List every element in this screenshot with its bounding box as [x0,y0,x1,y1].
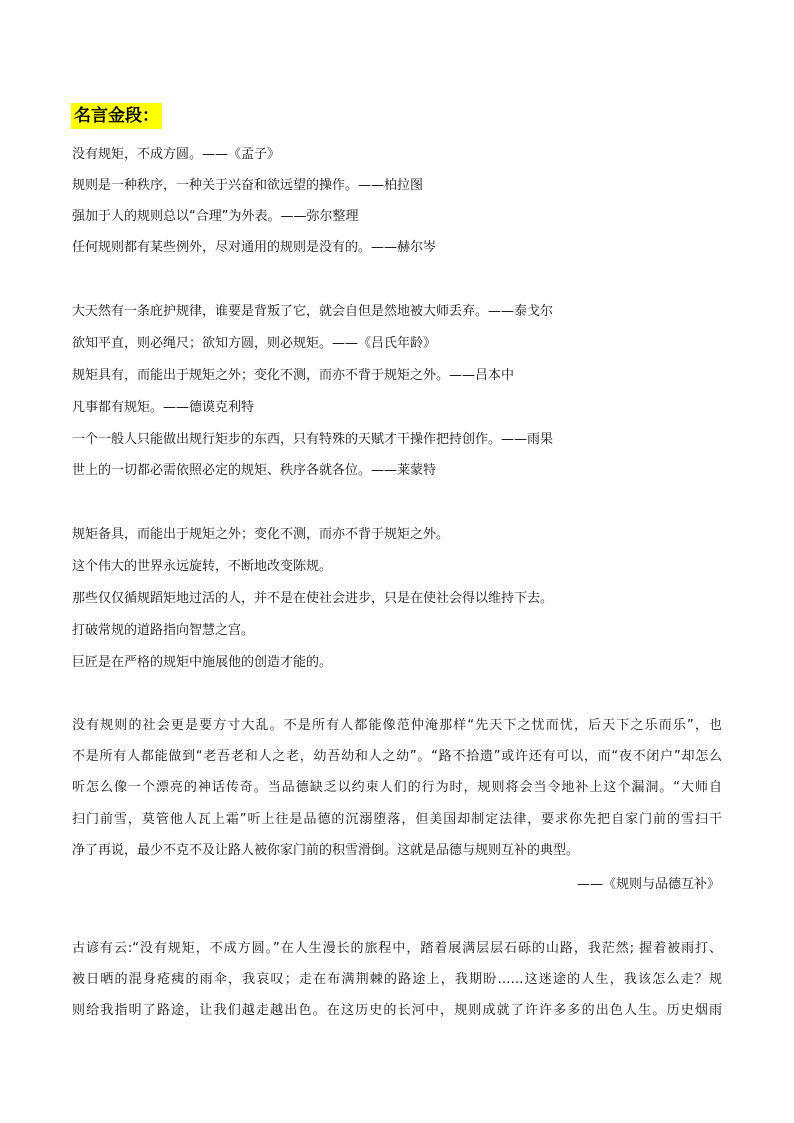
paragraph-line: 听怎么像一个漂亮的神话传奇。当品德缺乏以约束人们的行为时，规则将会当令地补上这个漏洞。“大师自 [72,780,722,796]
quote-line: 大天然有一条庇护规律，谁要是背叛了它，就会自但是然地被大师丢弃。——泰戈尔 [72,304,554,319]
quote-line: 一个一般人只能做出规行矩步的东西，只有特殊的天赋才干操作把持创作。——雨果 [72,432,554,447]
quote-line: 巨匠是在严格的规矩中施展他的创造才能的。 [72,655,333,670]
quote-line: 打破常规的道路指向智慧之宫。 [72,623,255,638]
paragraph-line: 则给我指明了路途，让我们越走越出色。在这历史的长河中，规则成就了许许多多的出色人生。历史烟雨 [72,1003,722,1019]
paragraph-line: 扫门前雪，莫管他人瓦上霜”听上往是品德的沉溺堕落，但美国却制定法律，要求你先把自家门前的雪扫干 [72,811,722,827]
paragraph-line: 被日晒的混身疮痍的雨伞，我哀叹；走在布满荆棘的路途上，我期盼……这迷途的人生，我该怎么走？规 [72,972,722,988]
essay-paragraph [72,933,722,1027]
paragraph-line: 不是所有人都能做到“老吾老和人之老，幼吾幼和人之幼”。“路不拾遗”或许还有可以，而“夜不闭户”却怎么 [72,749,722,765]
essay-paragraph [72,710,722,866]
quote-line: 强加于人的规则总以“合理”为外表。——弥尔整理 [72,209,359,224]
paragraph-line: 没有规则的社会更是要方寸大乱。不是所有人都能像范仲淹那样“先天下之忧而忧，后天下之乐而乐”，也 [72,718,722,733]
quote-line: 规则是一种秩序，一种关于兴奋和欲远望的操作。——柏拉图 [72,178,424,193]
quote-line: 那些仅仅循规蹈矩地过活的人，并不是在使社会进步，只是在使社会得以维持下去。 [72,591,554,606]
quote-line: 没有规矩，不成方圆。——《孟子》 [72,147,281,162]
quote-line: 欲知平直，则必绳尺；欲知方圆，则必规矩。——《吕氏年龄》 [72,336,437,351]
quote-line: 这个伟大的世界永远旋转，不断地改变陈规。 [72,559,333,574]
paragraph-line: 净了再说，最少不克不及让路人被你家门前的积雪滑倒。这就是品德与规则互补的典型。 [72,842,580,858]
quote-line: 凡事都有规矩。——德谟克利特 [72,400,255,415]
essay-source: ——《规则与品德互补》 [576,877,720,892]
paragraph-line: 古谚有云:“没有规矩，不成方圆。”在人生漫长的旅程中，踏着展满层层石砾的山路，我茫然; 握着被雨打、 [72,941,722,956]
quote-line: 规矩具有，而能出于规矩之外；变化不测，而亦不背于规矩之外。——吕本中 [72,368,515,383]
quote-line: 世上的一切都必需依照必定的规矩、秩序各就各位。——莱蒙特 [72,463,437,478]
quote-line: 规矩备具，而能出于规矩之外；变化不测，而亦不背于规矩之外。 [72,527,450,542]
quote-line: 任何规则都有某些例外，尽对通用的规则是没有的。——赫尔岑 [72,240,437,255]
section-heading: 名言金段： [71,103,162,129]
